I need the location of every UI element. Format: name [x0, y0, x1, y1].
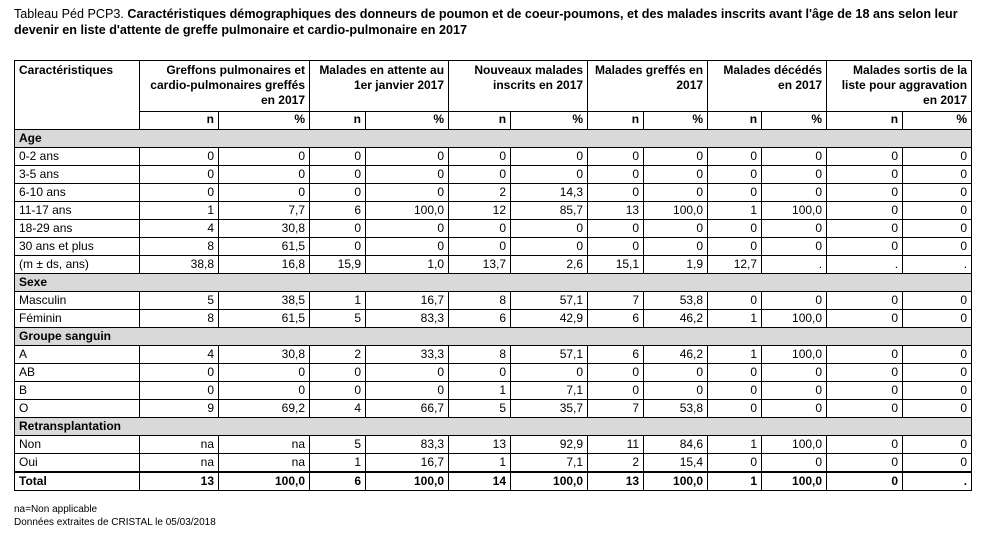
data-table	[14, 60, 972, 491]
header-n: n	[588, 112, 644, 130]
cell-n: 5	[449, 400, 511, 418]
cell-n: 0	[827, 346, 903, 364]
cell-n: 0	[449, 148, 511, 166]
cell-pct: 0	[219, 364, 310, 382]
cell-n: 0	[449, 238, 511, 256]
cell-pct: 16,8	[219, 256, 310, 274]
cell-n: 0	[588, 382, 644, 400]
section-title: Sexe	[15, 274, 972, 292]
cell-n: 12	[449, 202, 511, 220]
cell-pct: 2,6	[511, 256, 588, 274]
cell-pct: 15,4	[644, 454, 708, 473]
cell-n: 0	[708, 400, 762, 418]
table-title-label: Tableau Péd PCP3.	[14, 7, 124, 21]
total-cell-n: 13	[588, 472, 644, 491]
cell-n: 0	[827, 220, 903, 238]
cell-n: 0	[310, 166, 366, 184]
cell-pct: 0	[366, 148, 449, 166]
section-title: Retransplantation	[15, 418, 972, 436]
table-row	[15, 238, 972, 256]
cell-pct: 0	[903, 364, 972, 382]
cell-n: 0	[588, 166, 644, 184]
cell-pct: 57,1	[511, 346, 588, 364]
cell-n: 1	[708, 310, 762, 328]
cell-n: 5	[310, 310, 366, 328]
cell-pct: 0	[644, 166, 708, 184]
header-pct: %	[644, 112, 708, 130]
cell-pct: 53,8	[644, 400, 708, 418]
cell-pct: 85,7	[511, 202, 588, 220]
cell-pct: 83,3	[366, 436, 449, 454]
cell-pct: 38,5	[219, 292, 310, 310]
cell-n: 5	[140, 292, 219, 310]
cell-n: 13,7	[449, 256, 511, 274]
cell-pct: 16,7	[366, 292, 449, 310]
cell-pct: 0	[762, 148, 827, 166]
cell-pct: 0	[366, 184, 449, 202]
cell-pct: 100,0	[644, 202, 708, 220]
cell-n: 5	[310, 436, 366, 454]
row-label: 6-10 ans	[15, 184, 140, 202]
cell-n: 6	[588, 346, 644, 364]
cell-n: 0	[310, 382, 366, 400]
cell-pct: 61,5	[219, 310, 310, 328]
cell-n: na	[140, 454, 219, 473]
header-pct: %	[366, 112, 449, 130]
cell-pct: 0	[219, 148, 310, 166]
cell-n: 0	[588, 220, 644, 238]
row-label: 3-5 ans	[15, 166, 140, 184]
cell-n: 12,7	[708, 256, 762, 274]
total-cell-pct: .	[903, 472, 972, 491]
cell-n: 0	[827, 238, 903, 256]
cell-pct: 7,1	[511, 382, 588, 400]
cell-pct: 0	[903, 436, 972, 454]
cell-n: 2	[310, 346, 366, 364]
cell-n: 0	[708, 166, 762, 184]
header-group: Malades décédés en 2017	[708, 61, 827, 112]
cell-n: 0	[140, 166, 219, 184]
row-label: 18-29 ans	[15, 220, 140, 238]
cell-n: 1	[449, 382, 511, 400]
cell-pct: 0	[511, 148, 588, 166]
cell-n: 0	[449, 364, 511, 382]
header-n: n	[140, 112, 219, 130]
cell-n: 0	[708, 292, 762, 310]
cell-pct: 61,5	[219, 238, 310, 256]
cell-pct: 30,8	[219, 220, 310, 238]
cell-n: 9	[140, 400, 219, 418]
cell-pct: 57,1	[511, 292, 588, 310]
header-row-groups	[15, 61, 972, 112]
cell-pct: na	[219, 436, 310, 454]
cell-pct: 0	[511, 364, 588, 382]
section-header-row	[15, 328, 972, 346]
table-row	[15, 256, 972, 274]
cell-n: 1	[708, 346, 762, 364]
cell-n: 0	[708, 364, 762, 382]
cell-n: 0	[310, 238, 366, 256]
cell-pct: 100,0	[762, 346, 827, 364]
cell-n: 0	[588, 364, 644, 382]
table-title-text: Caractéristiques démographiques des donneurs de poumon et de coeur-poumons, et des malades inscrits avant l'âge de 18 ans selon leur devenir en liste d'attente de greffe pulmonaire et cardio-pulmonaire en 2017	[14, 7, 958, 37]
cell-pct: 0	[762, 382, 827, 400]
cell-n: 0	[140, 184, 219, 202]
cell-n: 4	[140, 220, 219, 238]
cell-pct: 1,9	[644, 256, 708, 274]
cell-n: 0	[449, 166, 511, 184]
cell-pct: 0	[903, 184, 972, 202]
row-label: 11-17 ans	[15, 202, 140, 220]
cell-n: 1	[140, 202, 219, 220]
total-cell-n: 13	[140, 472, 219, 491]
cell-pct: 69,2	[219, 400, 310, 418]
cell-pct: 14,3	[511, 184, 588, 202]
cell-n: 0	[827, 184, 903, 202]
cell-n: 0	[140, 382, 219, 400]
cell-n: 0	[827, 382, 903, 400]
section-header-row	[15, 274, 972, 292]
row-label: 0-2 ans	[15, 148, 140, 166]
cell-pct: 1,0	[366, 256, 449, 274]
total-cell-n: 6	[310, 472, 366, 491]
cell-n: 7	[588, 292, 644, 310]
cell-pct: .	[762, 256, 827, 274]
table-row	[15, 292, 972, 310]
cell-pct: 0	[366, 364, 449, 382]
cell-pct: 100,0	[762, 436, 827, 454]
cell-n: 0	[827, 148, 903, 166]
cell-n: 8	[140, 310, 219, 328]
cell-n: 0	[588, 148, 644, 166]
cell-pct: 0	[644, 220, 708, 238]
cell-pct: 84,6	[644, 436, 708, 454]
header-group: Malades greffés en 2017	[588, 61, 708, 112]
cell-n: 0	[827, 202, 903, 220]
cell-pct: 0	[511, 166, 588, 184]
cell-pct: 0	[366, 382, 449, 400]
header-group: Greffons pulmonaires et cardio-pulmonaires greffés en 2017	[140, 61, 310, 112]
cell-pct: 0	[903, 310, 972, 328]
row-label: B	[15, 382, 140, 400]
cell-n: 0	[827, 400, 903, 418]
row-label: Oui	[15, 454, 140, 473]
cell-pct: 0	[903, 292, 972, 310]
header-n: n	[310, 112, 366, 130]
cell-n: 8	[140, 238, 219, 256]
header-group: Malades sortis de la liste pour aggravation en 2017	[827, 61, 972, 112]
cell-pct: 0	[903, 454, 972, 473]
row-label: Non	[15, 436, 140, 454]
cell-n: 1	[310, 292, 366, 310]
footnote-source: Données extraites de CRISTAL le 05/03/2018	[14, 517, 216, 528]
cell-pct: 0	[644, 148, 708, 166]
table-row	[15, 202, 972, 220]
cell-pct: 0	[219, 184, 310, 202]
cell-n: 6	[310, 202, 366, 220]
header-n: n	[708, 112, 762, 130]
cell-pct: 0	[903, 400, 972, 418]
cell-pct: .	[903, 256, 972, 274]
cell-n: 1	[708, 202, 762, 220]
cell-n: 0	[708, 148, 762, 166]
cell-pct: 33,3	[366, 346, 449, 364]
cell-pct: 0	[903, 382, 972, 400]
cell-n: 4	[140, 346, 219, 364]
cell-pct: 0	[762, 166, 827, 184]
cell-n: 0	[827, 166, 903, 184]
table-row	[15, 220, 972, 238]
cell-n: 0	[708, 382, 762, 400]
cell-n: na	[140, 436, 219, 454]
table-row	[15, 166, 972, 184]
row-label: Féminin	[15, 310, 140, 328]
cell-n: 4	[310, 400, 366, 418]
total-cell-n: 14	[449, 472, 511, 491]
cell-n: 6	[449, 310, 511, 328]
cell-pct: 0	[903, 220, 972, 238]
cell-n: 0	[708, 238, 762, 256]
header-characteristics: Caractéristiques	[15, 61, 140, 130]
cell-n: 13	[449, 436, 511, 454]
table-row	[15, 364, 972, 382]
cell-n: 2	[588, 454, 644, 473]
cell-n: 8	[449, 346, 511, 364]
cell-n: 13	[588, 202, 644, 220]
cell-pct: 0	[903, 346, 972, 364]
total-label: Total	[15, 472, 140, 491]
header-pct: %	[219, 112, 310, 130]
total-cell-pct: 100,0	[644, 472, 708, 491]
cell-pct: 0	[511, 220, 588, 238]
cell-pct: 53,8	[644, 292, 708, 310]
cell-pct: 0	[644, 364, 708, 382]
table-row	[15, 436, 972, 454]
header-n: n	[827, 112, 903, 130]
row-label: O	[15, 400, 140, 418]
cell-pct: 46,2	[644, 346, 708, 364]
header-group: Nouveaux malades inscrits en 2017	[449, 61, 588, 112]
cell-n: 0	[827, 454, 903, 473]
cell-n: 8	[449, 292, 511, 310]
cell-n: 7	[588, 400, 644, 418]
cell-pct: na	[219, 454, 310, 473]
cell-pct: 0	[219, 382, 310, 400]
cell-n: 15,1	[588, 256, 644, 274]
cell-n: 1	[708, 436, 762, 454]
footnotes	[14, 503, 216, 529]
cell-n: 0	[827, 364, 903, 382]
cell-pct: 66,7	[366, 400, 449, 418]
cell-pct: 30,8	[219, 346, 310, 364]
cell-pct: 100,0	[366, 202, 449, 220]
cell-n: 0	[588, 238, 644, 256]
table-body	[15, 130, 972, 491]
cell-pct: 0	[366, 166, 449, 184]
row-label: A	[15, 346, 140, 364]
cell-n: 0	[708, 220, 762, 238]
cell-pct: 0	[644, 184, 708, 202]
cell-pct: 42,9	[511, 310, 588, 328]
section-header-row	[15, 418, 972, 436]
cell-pct: 16,7	[366, 454, 449, 473]
cell-pct: 46,2	[644, 310, 708, 328]
table-row	[15, 310, 972, 328]
cell-pct: 7,7	[219, 202, 310, 220]
row-label: 30 ans et plus	[15, 238, 140, 256]
total-cell-n: 1	[708, 472, 762, 491]
cell-pct: 0	[903, 202, 972, 220]
section-title: Age	[15, 130, 972, 148]
header-pct: %	[903, 112, 972, 130]
cell-n: 15,9	[310, 256, 366, 274]
header-group: Malades en attente au 1er janvier 2017	[310, 61, 449, 112]
cell-pct: 0	[762, 292, 827, 310]
cell-n: 0	[140, 364, 219, 382]
header-pct: %	[511, 112, 588, 130]
row-label: (m ± ds, ans)	[15, 256, 140, 274]
cell-pct: 0	[762, 364, 827, 382]
cell-n: 0	[140, 148, 219, 166]
row-label: Masculin	[15, 292, 140, 310]
cell-n: 0	[827, 292, 903, 310]
footnote-na: na=Non applicable	[14, 504, 98, 515]
cell-pct: 0	[762, 220, 827, 238]
cell-n: 1	[310, 454, 366, 473]
total-row	[15, 472, 972, 491]
table-title	[14, 6, 976, 38]
cell-n: 0	[310, 220, 366, 238]
cell-pct: 0	[903, 238, 972, 256]
total-cell-pct: 100,0	[762, 472, 827, 491]
cell-pct: 0	[762, 184, 827, 202]
cell-pct: 0	[366, 220, 449, 238]
cell-n: 0	[588, 184, 644, 202]
cell-n: 1	[449, 454, 511, 473]
total-cell-n: 0	[827, 472, 903, 491]
header-row-units	[15, 112, 972, 130]
cell-pct: 0	[366, 238, 449, 256]
cell-pct: 35,7	[511, 400, 588, 418]
section-header-row	[15, 130, 972, 148]
cell-n: 0	[310, 364, 366, 382]
table-row	[15, 454, 972, 473]
cell-pct: 0	[219, 166, 310, 184]
cell-pct: 0	[762, 454, 827, 473]
header-pct: %	[762, 112, 827, 130]
cell-pct: 0	[511, 238, 588, 256]
header-n: n	[449, 112, 511, 130]
cell-pct: 7,1	[511, 454, 588, 473]
table-row	[15, 346, 972, 364]
cell-pct: 100,0	[762, 202, 827, 220]
total-cell-pct: 100,0	[366, 472, 449, 491]
cell-pct: 0	[762, 400, 827, 418]
total-cell-pct: 100,0	[219, 472, 310, 491]
cell-n: 0	[827, 436, 903, 454]
table-row	[15, 184, 972, 202]
cell-n: 0	[708, 454, 762, 473]
cell-pct: 0	[903, 166, 972, 184]
cell-pct: 0	[762, 238, 827, 256]
table-row	[15, 382, 972, 400]
cell-n: 2	[449, 184, 511, 202]
cell-pct: 0	[644, 382, 708, 400]
table-row	[15, 400, 972, 418]
cell-n: 0	[708, 184, 762, 202]
cell-pct: 100,0	[762, 310, 827, 328]
cell-n: 38,8	[140, 256, 219, 274]
row-label: AB	[15, 364, 140, 382]
cell-pct: 0	[644, 238, 708, 256]
table-row	[15, 148, 972, 166]
cell-pct: 0	[903, 148, 972, 166]
cell-n: 11	[588, 436, 644, 454]
cell-n: 0	[310, 184, 366, 202]
cell-n: 6	[588, 310, 644, 328]
total-cell-pct: 100,0	[511, 472, 588, 491]
cell-n: 0	[310, 148, 366, 166]
cell-n: 0	[827, 310, 903, 328]
cell-pct: 92,9	[511, 436, 588, 454]
cell-n: 0	[449, 220, 511, 238]
cell-n: .	[827, 256, 903, 274]
section-title: Groupe sanguin	[15, 328, 972, 346]
cell-pct: 83,3	[366, 310, 449, 328]
